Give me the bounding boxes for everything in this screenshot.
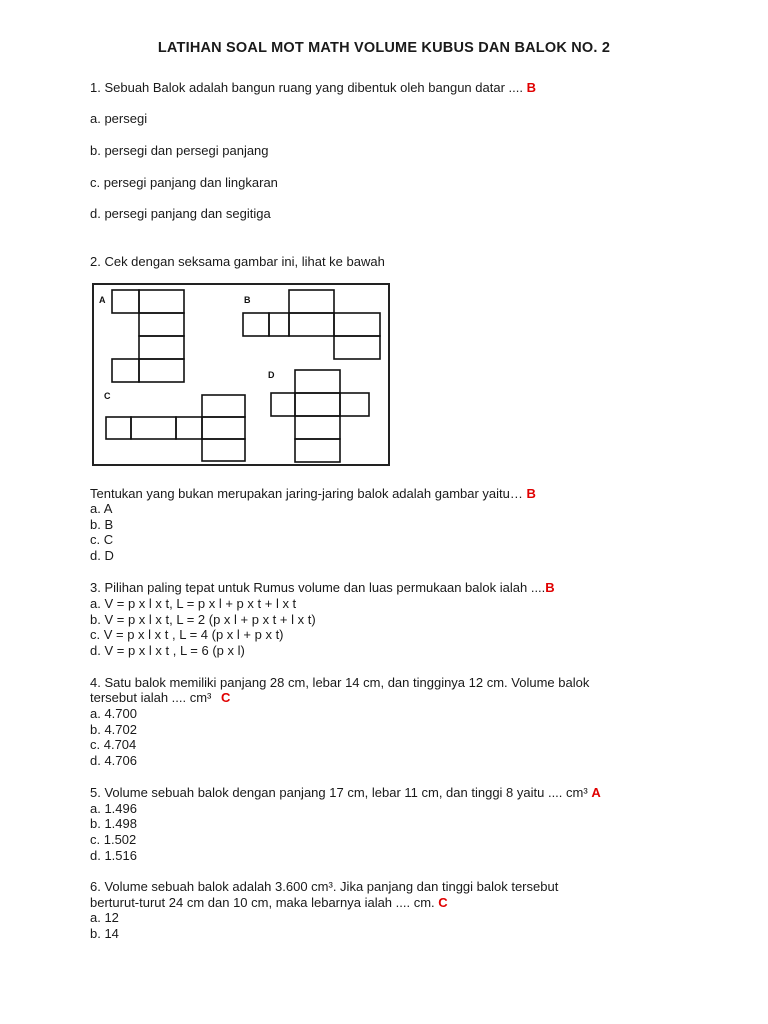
net-d [271, 370, 369, 462]
question-5-option-c: c. 1.502 [90, 832, 137, 847]
question-6-line-2 [90, 895, 448, 910]
question-5 [90, 785, 601, 800]
question-1 [90, 80, 536, 95]
question-3-option-d: d. V = p x l x t , L = 6 (p x l) [90, 643, 245, 658]
question-3-text: 3. Pilihan paling tepat untuk Rumus volume dan luas permukaan balok ialah .... [90, 580, 546, 595]
question-4-option-a: a. 4.700 [90, 706, 137, 721]
net-c [106, 395, 245, 461]
question-1-option-c: c. persegi panjang dan lingkaran [90, 175, 278, 190]
question-4-line-1: 4. Satu balok memiliki panjang 28 cm, lebar 14 cm, dan tingginya 12 cm. Volume balok [90, 675, 590, 690]
question-2-option-d: d. D [90, 548, 114, 563]
nets-figure [92, 283, 390, 466]
question-2-option-a: a. A [90, 501, 113, 516]
question-2-prompt-text: Tentukan yang bukan merupakan jaring-jaring balok adalah gambar yaitu… [90, 486, 523, 501]
question-2-option-b: b. B [90, 517, 114, 532]
question-6-answer: C [438, 895, 448, 910]
question-1-text: 1. Sebuah Balok adalah bangun ruang yang dibentuk oleh bangun datar .... [90, 80, 523, 95]
question-5-text: 5. Volume sebuah balok dengan panjang 17 cm, lebar 11 cm, dan tinggi 8 yaitu .... cm³ [90, 785, 588, 800]
question-4-line-2-text: tersebut ialah .... cm³ [90, 690, 212, 705]
net-b [243, 290, 380, 359]
question-2-prompt [90, 486, 536, 501]
question-2-option-c: c. C [90, 532, 114, 547]
question-6-option-a: a. 12 [90, 910, 119, 925]
page-title: LATIHAN SOAL MOT MATH VOLUME KUBUS DAN BALOK NO. 2 [157, 40, 611, 56]
question-6-option-b: b. 14 [90, 926, 119, 941]
question-4-option-c: c. 4.704 [90, 737, 137, 752]
question-3-option-b: b. V = p x l x t, L = 2 (p x l + p x t + l x t) [90, 612, 316, 627]
question-4-line-2 [90, 690, 230, 705]
question-2-text: 2. Cek dengan seksama gambar ini, lihat ke bawah [90, 254, 385, 269]
question-1-option-d: d. persegi panjang dan segitiga [90, 206, 271, 221]
question-4-option-b: b. 4.702 [90, 722, 137, 737]
question-6-line-2-text: berturut-turut 24 cm dan 10 cm, maka lebarnya ialah .... cm. [90, 895, 435, 910]
question-5-option-b: b. 1.498 [90, 816, 137, 831]
question-5-answer: A [591, 785, 601, 800]
question-1-option-b: b. persegi dan persegi panjang [90, 143, 269, 158]
net-a [112, 290, 184, 382]
figure-label-d: D [268, 370, 275, 380]
question-3 [90, 580, 555, 595]
question-1-option-a: a. persegi [90, 111, 148, 126]
question-4-option-d: d. 4.706 [90, 753, 137, 768]
figure-label-a: A [99, 295, 106, 305]
question-1-answer: B [526, 80, 536, 95]
question-3-option-a: a. V = p x l x t, L = p x l + p x t + l x t [90, 596, 297, 611]
question-3-option-c: c. V = p x l x t , L = 4 (p x l + p x t) [90, 627, 284, 642]
question-5-option-a: a. 1.496 [90, 801, 137, 816]
figure-label-b: B [244, 295, 251, 305]
question-3-answer: B [545, 580, 555, 595]
figure-label-c: C [104, 391, 111, 401]
question-6-line-1: 6. Volume sebuah balok adalah 3.600 cm³. Jika panjang dan tinggi balok tersebut [90, 879, 559, 894]
nets-figure-svg [94, 285, 388, 464]
question-5-option-d: d. 1.516 [90, 848, 137, 863]
question-4-answer: C [221, 690, 231, 705]
question-2-answer: B [526, 486, 536, 501]
